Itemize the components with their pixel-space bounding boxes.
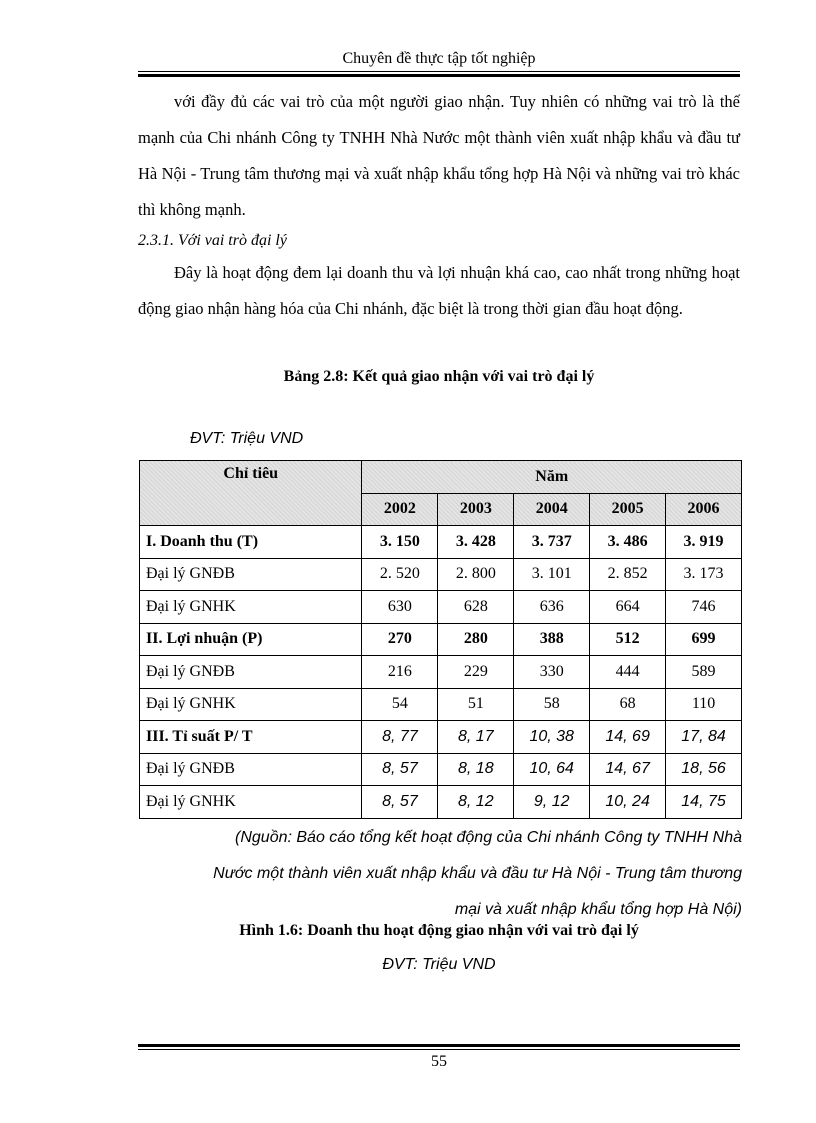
results-table: [139, 460, 742, 819]
row-label: Đại lý GNĐB: [140, 558, 362, 591]
header-year: 2005: [590, 493, 666, 526]
row-label: Đại lý GNHK: [140, 688, 362, 721]
table-row: [140, 656, 742, 689]
table-row: [140, 786, 742, 819]
table-row: [140, 721, 742, 754]
cell: 8, 18: [438, 753, 514, 786]
source-line: mại và xuất nhập khẩu tổng hợp Hà Nội): [454, 901, 742, 918]
cell: 630: [362, 591, 438, 624]
cell: 8, 77: [362, 721, 438, 754]
table-row: [140, 753, 742, 786]
row-label: II. Lợi nhuận (P): [140, 623, 362, 656]
footer-rule-thick: [138, 1044, 740, 1047]
row-label: Đại lý GNĐB: [140, 753, 362, 786]
cell: 3. 919: [666, 526, 742, 559]
cell: 54: [362, 688, 438, 721]
table-unit: ĐVT: Triệu VND: [190, 430, 304, 447]
cell: 2. 520: [362, 558, 438, 591]
cell: 10, 64: [514, 753, 590, 786]
header-rule-thin: [138, 71, 740, 72]
cell: 68: [590, 688, 666, 721]
cell: 746: [666, 591, 742, 624]
cell: 589: [666, 656, 742, 689]
cell: 229: [438, 656, 514, 689]
cell: 10, 38: [514, 721, 590, 754]
header-year: 2002: [362, 493, 438, 526]
cell: 58: [514, 688, 590, 721]
section-text: Đây là hoạt động đem lại doanh thu và lợi nhuận khá cao, cao nhất trong những hoạt động giao nhận hàng hóa của Chi nhánh, đặc biệt là trong thời gian đầu hoạt động.: [138, 263, 740, 318]
cell: 2. 852: [590, 558, 666, 591]
header-year: 2003: [438, 493, 514, 526]
cell: 8, 17: [438, 721, 514, 754]
source-line: (Nguồn: Báo cáo tổng kết hoạt động của Chi nhánh Công ty TNHH Nhà: [235, 829, 742, 846]
cell: 3. 486: [590, 526, 666, 559]
cell: 8, 12: [438, 786, 514, 819]
cell: 18, 56: [666, 753, 742, 786]
table-caption: Bảng 2.8: Kết quả giao nhận với vai trò đại lý: [283, 368, 595, 385]
table-row: [140, 591, 742, 624]
intro-text: với đầy đủ các vai trò của một người giao nhận. Tuy nhiên có những vai trò là thế mạnh của Chi nhánh Công ty TNHH Nhà Nước một thành viên xuất nhập khẩu và đầu tư Hà Nội - Trung tâm thương mại và xuất nhập khẩu tổng hợp Hà Nội và những vai trò khác thì không mạnh.: [138, 92, 740, 219]
cell: 8, 57: [362, 753, 438, 786]
page-number: 55: [431, 1053, 447, 1070]
cell: 444: [590, 656, 666, 689]
cell: 51: [438, 688, 514, 721]
cell: 216: [362, 656, 438, 689]
page-header-title: Chuyên đề thực tập tốt nghiệp: [342, 50, 536, 67]
cell: 8, 57: [362, 786, 438, 819]
section-heading: 2.3.1. Với vai trò đại lý: [138, 232, 287, 249]
cell: 3. 173: [666, 558, 742, 591]
cell: 9, 12: [514, 786, 590, 819]
cell: 3. 101: [514, 558, 590, 591]
cell: 512: [590, 623, 666, 656]
section-paragraph: [138, 255, 740, 327]
header-year: 2006: [666, 493, 742, 526]
footer-rule-thin: [138, 1049, 740, 1050]
cell: 17, 84: [666, 721, 742, 754]
row-label: Đại lý GNĐB: [140, 656, 362, 689]
table-row: [140, 526, 742, 559]
cell: 14, 69: [590, 721, 666, 754]
cell: 14, 75: [666, 786, 742, 819]
cell: 3. 428: [438, 526, 514, 559]
table-row: [140, 688, 742, 721]
row-label: III. Tỉ suất P/ T: [140, 721, 362, 754]
cell: 636: [514, 591, 590, 624]
cell: 10, 24: [590, 786, 666, 819]
cell: 3. 150: [362, 526, 438, 559]
cell: 270: [362, 623, 438, 656]
figure-caption: Hình 1.6: Doanh thu hoạt động giao nhận với vai trò đại lý: [239, 922, 639, 939]
row-label: Đại lý GNHK: [140, 591, 362, 624]
cell: 110: [666, 688, 742, 721]
row-label: Đại lý GNHK: [140, 786, 362, 819]
header-indicator: Chỉ tiêu: [140, 461, 362, 526]
table-row: [140, 558, 742, 591]
cell: 664: [590, 591, 666, 624]
cell: 280: [438, 623, 514, 656]
table-row: [140, 623, 742, 656]
header-year: 2004: [514, 493, 590, 526]
source-line: Nước một thành viên xuất nhập khẩu và đầu tư Hà Nội - Trung tâm thương: [213, 865, 742, 882]
cell: 330: [514, 656, 590, 689]
figure-unit: ĐVT: Triệu VND: [382, 956, 496, 973]
cell: 388: [514, 623, 590, 656]
header-rule-thick: [138, 74, 740, 77]
cell: 2. 800: [438, 558, 514, 591]
intro-paragraph: [138, 84, 740, 228]
table-source-note: [160, 820, 742, 928]
row-label: I. Doanh thu (T): [140, 526, 362, 559]
cell: 628: [438, 591, 514, 624]
cell: 14, 67: [590, 753, 666, 786]
header-year-group: Năm: [362, 461, 742, 494]
cell: 699: [666, 623, 742, 656]
cell: 3. 737: [514, 526, 590, 559]
